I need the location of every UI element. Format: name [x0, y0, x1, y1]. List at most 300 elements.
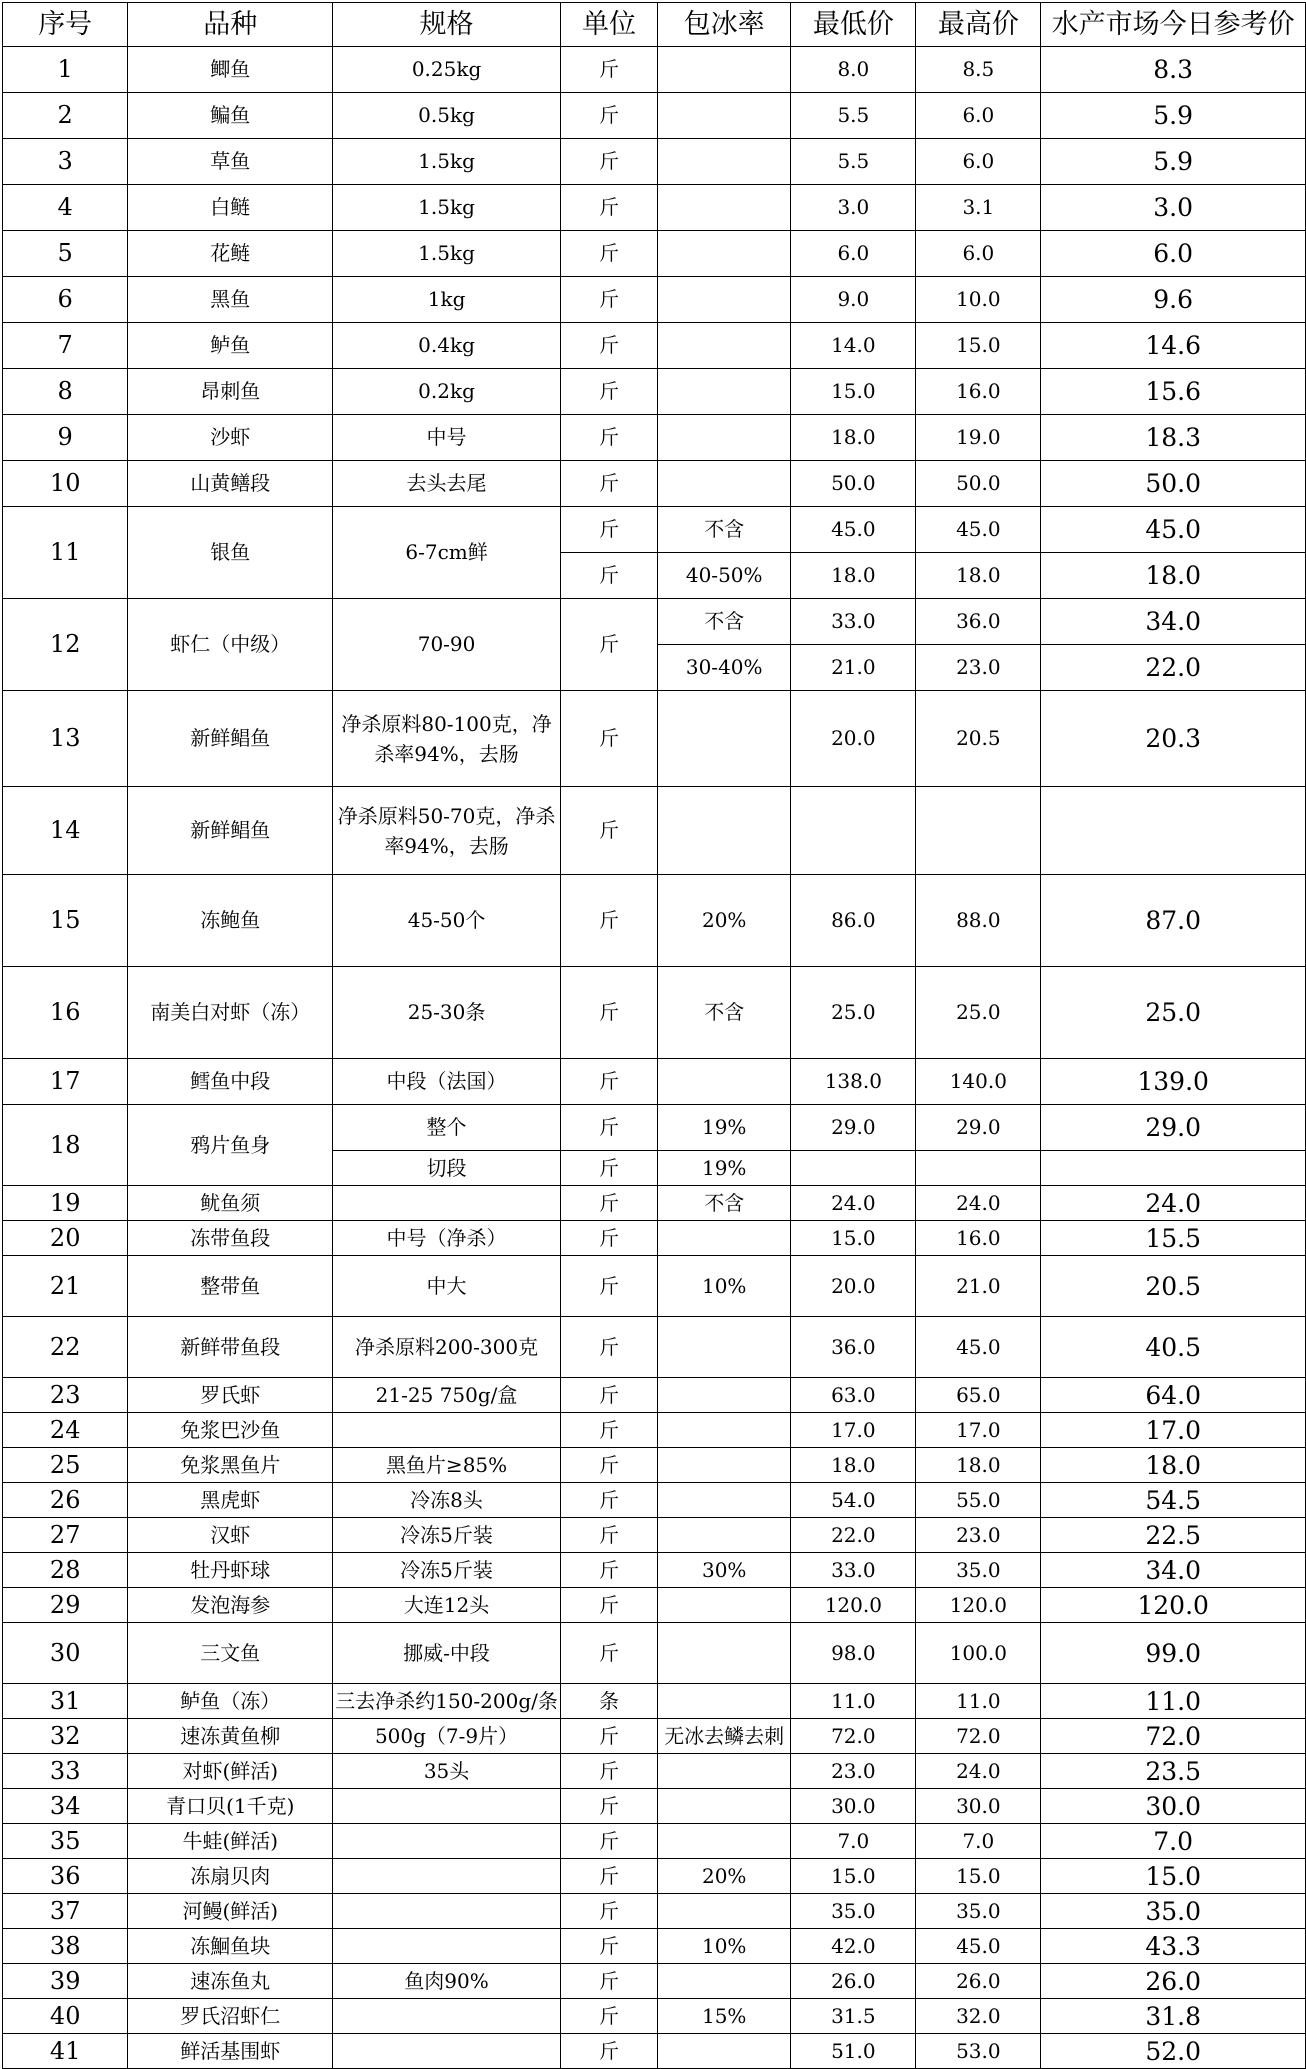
cell-spec: 去头去尾: [333, 461, 561, 507]
cell-spec: 1.5kg: [333, 185, 561, 231]
cell-spec: 黑鱼片≥85%: [333, 1448, 561, 1483]
cell-min: 20.0: [791, 1256, 916, 1317]
cell-name: 鳊鱼: [128, 93, 333, 139]
cell-spec: 挪威-中段: [333, 1623, 561, 1684]
cell-spec: [333, 1999, 561, 2034]
cell-max: 21.0: [916, 1256, 1041, 1317]
cell-spec: [333, 2034, 561, 2069]
cell-ice: 20%: [658, 875, 791, 967]
cell-name: 草鱼: [128, 139, 333, 185]
cell-spec: 35头: [333, 1754, 561, 1789]
cell-ice: 无冰去鳞去刺: [658, 1719, 791, 1754]
cell-ice: [658, 461, 791, 507]
cell-spec: 鱼肉90%: [333, 1964, 561, 1999]
cell-spec: 0.4kg: [333, 323, 561, 369]
cell-unit: 斤: [560, 1256, 657, 1317]
cell-spec: 45-50个: [333, 875, 561, 967]
cell-ice: 不含: [658, 967, 791, 1059]
cell-name: 新鲜鲳鱼: [128, 787, 333, 875]
cell-ice: [658, 1221, 791, 1256]
cell-ice: 30-40%: [658, 645, 791, 691]
cell-ref: 15.6: [1041, 369, 1306, 415]
cell-min: 29.0: [791, 1105, 916, 1151]
cell-min: 15.0: [791, 1859, 916, 1894]
table-row: [3, 323, 1306, 369]
cell-min: 50.0: [791, 461, 916, 507]
cell-max: 3.1: [916, 185, 1041, 231]
cell-ref: 29.0: [1041, 1105, 1306, 1151]
cell-unit: 斤: [560, 1929, 657, 1964]
cell-seq: 19: [3, 1186, 128, 1221]
cell-seq: 25: [3, 1448, 128, 1483]
cell-ref: 18.0: [1041, 553, 1306, 599]
cell-seq: 23: [3, 1378, 128, 1413]
cell-min: 36.0: [791, 1317, 916, 1378]
cell-name: 对虾(鲜活): [128, 1754, 333, 1789]
cell-seq: 34: [3, 1789, 128, 1824]
cell-ref: 64.0: [1041, 1378, 1306, 1413]
table-row: [3, 461, 1306, 507]
cell-seq: 14: [3, 787, 128, 875]
cell-ice: 15%: [658, 1999, 791, 2034]
cell-ref: 20.5: [1041, 1256, 1306, 1317]
cell-ref: 31.8: [1041, 1999, 1306, 2034]
cell-min: 15.0: [791, 1221, 916, 1256]
table-row: [3, 691, 1306, 787]
cell-spec: 中大: [333, 1256, 561, 1317]
cell-seq: 11: [3, 507, 128, 599]
table-row: [3, 1684, 1306, 1719]
cell-max: 100.0: [916, 1623, 1041, 1684]
table-row: [3, 1623, 1306, 1684]
cell-min: 30.0: [791, 1789, 916, 1824]
cell-seq: 35: [3, 1824, 128, 1859]
cell-max: 16.0: [916, 1221, 1041, 1256]
cell-max: 35.0: [916, 1553, 1041, 1588]
cell-seq: 39: [3, 1964, 128, 1999]
cell-max: 19.0: [916, 415, 1041, 461]
cell-ice: 10%: [658, 1256, 791, 1317]
cell-max: 45.0: [916, 1317, 1041, 1378]
cell-name: 河鳗(鲜活): [128, 1894, 333, 1929]
cell-unit: 斤: [560, 139, 657, 185]
cell-spec: 整个: [333, 1105, 561, 1151]
cell-ref: 9.6: [1041, 277, 1306, 323]
cell-ref: 45.0: [1041, 507, 1306, 553]
cell-unit: 斤: [560, 277, 657, 323]
table-row: [3, 1317, 1306, 1378]
cell-min: 18.0: [791, 553, 916, 599]
cell-name: 白鲢: [128, 185, 333, 231]
cell-max: 20.5: [916, 691, 1041, 787]
cell-max: 24.0: [916, 1754, 1041, 1789]
table-row: [3, 415, 1306, 461]
cell-min: 45.0: [791, 507, 916, 553]
cell-ref: 50.0: [1041, 461, 1306, 507]
cell-min: 26.0: [791, 1964, 916, 1999]
cell-unit: 斤: [560, 599, 657, 691]
cell-spec: 中段（法国）: [333, 1059, 561, 1105]
cell-unit: 斤: [560, 1824, 657, 1859]
cell-max: 23.0: [916, 1518, 1041, 1553]
cell-max: 65.0: [916, 1378, 1041, 1413]
cell-min: 6.0: [791, 231, 916, 277]
cell-name: 冻鮰鱼块: [128, 1929, 333, 1964]
cell-spec: [333, 1929, 561, 1964]
cell-seq: 1: [3, 47, 128, 93]
cell-spec: 1.5kg: [333, 231, 561, 277]
cell-unit: 条: [560, 1684, 657, 1719]
table-row: [3, 1448, 1306, 1483]
cell-spec: 大连12头: [333, 1588, 561, 1623]
cell-spec: [333, 1789, 561, 1824]
cell-spec: 0.25kg: [333, 47, 561, 93]
cell-max: 36.0: [916, 599, 1041, 645]
cell-seq: 15: [3, 875, 128, 967]
cell-unit: 斤: [560, 1221, 657, 1256]
cell-min: 17.0: [791, 1413, 916, 1448]
cell-ref: 18.3: [1041, 415, 1306, 461]
cell-ice: [658, 1789, 791, 1824]
cell-seq: 31: [3, 1684, 128, 1719]
cell-unit: 斤: [560, 1378, 657, 1413]
cell-ice: [658, 93, 791, 139]
cell-seq: 40: [3, 1999, 128, 2034]
cell-min: 8.0: [791, 47, 916, 93]
cell-max: 53.0: [916, 2034, 1041, 2069]
cell-seq: 33: [3, 1754, 128, 1789]
cell-unit: 斤: [560, 691, 657, 787]
cell-name: 汉虾: [128, 1518, 333, 1553]
cell-name: 罗氏虾: [128, 1378, 333, 1413]
cell-ref: 120.0: [1041, 1588, 1306, 1623]
cell-unit: 斤: [560, 1588, 657, 1623]
table-row: [3, 1824, 1306, 1859]
table-row: [3, 1588, 1306, 1623]
cell-min: 5.5: [791, 93, 916, 139]
cell-seq: 37: [3, 1894, 128, 1929]
cell-max: 24.0: [916, 1186, 1041, 1221]
price-table: [2, 2, 1306, 2069]
cell-name: 罗氏沼虾仁: [128, 1999, 333, 2034]
cell-ref: 26.0: [1041, 1964, 1306, 1999]
table-row: [3, 967, 1306, 1059]
cell-spec: 三去净杀约150-200g/条: [333, 1684, 561, 1719]
cell-unit: 斤: [560, 1623, 657, 1684]
column-header-spec: 规格: [333, 3, 561, 47]
cell-name: 整带鱼: [128, 1256, 333, 1317]
cell-max: 18.0: [916, 1448, 1041, 1483]
cell-name: 新鲜带鱼段: [128, 1317, 333, 1378]
cell-spec: 冷冻8头: [333, 1483, 561, 1518]
cell-ref: 23.5: [1041, 1754, 1306, 1789]
column-header-max: 最高价: [916, 3, 1041, 47]
cell-min: 63.0: [791, 1378, 916, 1413]
cell-seq: 41: [3, 2034, 128, 2069]
cell-ice: [658, 139, 791, 185]
cell-max: 55.0: [916, 1483, 1041, 1518]
cell-ice: [658, 1413, 791, 1448]
cell-ice: [658, 787, 791, 875]
cell-ref: 99.0: [1041, 1623, 1306, 1684]
cell-unit: 斤: [560, 1999, 657, 2034]
cell-ref: 22.0: [1041, 645, 1306, 691]
cell-max: 18.0: [916, 553, 1041, 599]
cell-ice: [658, 1894, 791, 1929]
cell-ice: [658, 691, 791, 787]
cell-seq: 3: [3, 139, 128, 185]
cell-spec: 0.5kg: [333, 93, 561, 139]
cell-ice: [658, 2034, 791, 2069]
cell-ice: 30%: [658, 1553, 791, 1588]
cell-min: [791, 1151, 916, 1186]
table-row: [3, 1719, 1306, 1754]
cell-min: 3.0: [791, 185, 916, 231]
cell-unit: 斤: [560, 93, 657, 139]
cell-spec: 500g（7-9片）: [333, 1719, 561, 1754]
cell-min: 51.0: [791, 2034, 916, 2069]
cell-spec: 冷冻5斤装: [333, 1553, 561, 1588]
cell-ice: [658, 1964, 791, 1999]
cell-seq: 7: [3, 323, 128, 369]
cell-min: 24.0: [791, 1186, 916, 1221]
cell-name: 银鱼: [128, 507, 333, 599]
cell-max: 29.0: [916, 1105, 1041, 1151]
cell-name: 速冻黄鱼柳: [128, 1719, 333, 1754]
cell-max: 15.0: [916, 1859, 1041, 1894]
cell-unit: 斤: [560, 1553, 657, 1588]
cell-ref: 20.3: [1041, 691, 1306, 787]
cell-max: 88.0: [916, 875, 1041, 967]
cell-unit: 斤: [560, 967, 657, 1059]
cell-name: 三文鱼: [128, 1623, 333, 1684]
cell-ice: [658, 1448, 791, 1483]
table-row: [3, 1059, 1306, 1105]
cell-spec: [333, 1186, 561, 1221]
table-row: [3, 1964, 1306, 1999]
cell-ice: [658, 1684, 791, 1719]
cell-ref: 24.0: [1041, 1186, 1306, 1221]
cell-ice: [658, 231, 791, 277]
cell-max: 6.0: [916, 93, 1041, 139]
cell-unit: 斤: [560, 787, 657, 875]
cell-spec: 1.5kg: [333, 139, 561, 185]
cell-min: 7.0: [791, 1824, 916, 1859]
cell-name: 冻扇贝肉: [128, 1859, 333, 1894]
cell-ref: 43.3: [1041, 1929, 1306, 1964]
table-row: [3, 1413, 1306, 1448]
cell-min: 25.0: [791, 967, 916, 1059]
cell-name: 鲜活基围虾: [128, 2034, 333, 2069]
cell-seq: 30: [3, 1623, 128, 1684]
cell-name: 南美白对虾（冻）: [128, 967, 333, 1059]
cell-max: 50.0: [916, 461, 1041, 507]
cell-min: 72.0: [791, 1719, 916, 1754]
cell-unit: 斤: [560, 1105, 657, 1151]
cell-max: 16.0: [916, 369, 1041, 415]
cell-seq: 29: [3, 1588, 128, 1623]
cell-max: 11.0: [916, 1684, 1041, 1719]
cell-spec: 中号: [333, 415, 561, 461]
cell-ice: [658, 1059, 791, 1105]
table-row: [3, 1186, 1306, 1221]
cell-name: 速冻鱼丸: [128, 1964, 333, 1999]
cell-name: 青口贝(1千克): [128, 1789, 333, 1824]
column-header-ice: 包冰率: [658, 3, 791, 47]
cell-spec: 冷冻5斤装: [333, 1518, 561, 1553]
cell-ref: 35.0: [1041, 1894, 1306, 1929]
cell-seq: 28: [3, 1553, 128, 1588]
cell-seq: 16: [3, 967, 128, 1059]
cell-seq: 32: [3, 1719, 128, 1754]
cell-ice: [658, 1588, 791, 1623]
cell-ice: [658, 369, 791, 415]
cell-seq: 10: [3, 461, 128, 507]
cell-name: 花鲢: [128, 231, 333, 277]
cell-seq: 22: [3, 1317, 128, 1378]
cell-spec: 25-30条: [333, 967, 561, 1059]
table-row: [3, 1483, 1306, 1518]
cell-unit: 斤: [560, 1719, 657, 1754]
cell-ref: 5.9: [1041, 139, 1306, 185]
cell-name: 鱿鱼须: [128, 1186, 333, 1221]
cell-name: 鸦片鱼身: [128, 1105, 333, 1186]
cell-min: 20.0: [791, 691, 916, 787]
cell-spec: 切段: [333, 1151, 561, 1186]
cell-seq: 20: [3, 1221, 128, 1256]
cell-unit: 斤: [560, 2034, 657, 2069]
cell-unit: 斤: [560, 1059, 657, 1105]
cell-max: 8.5: [916, 47, 1041, 93]
header-row: [3, 3, 1306, 47]
cell-max: 7.0: [916, 1824, 1041, 1859]
cell-name: 免浆黑鱼片: [128, 1448, 333, 1483]
cell-seq: 2: [3, 93, 128, 139]
cell-ref: 54.5: [1041, 1483, 1306, 1518]
cell-min: 35.0: [791, 1894, 916, 1929]
cell-ref: 22.5: [1041, 1518, 1306, 1553]
cell-unit: 斤: [560, 1518, 657, 1553]
cell-seq: 21: [3, 1256, 128, 1317]
cell-ice: [658, 1623, 791, 1684]
cell-unit: 斤: [560, 1964, 657, 1999]
cell-unit: 斤: [560, 415, 657, 461]
cell-name: 黑虎虾: [128, 1483, 333, 1518]
cell-ice: [658, 185, 791, 231]
cell-max: 45.0: [916, 1929, 1041, 1964]
table-row: [3, 1754, 1306, 1789]
table-row: [3, 369, 1306, 415]
cell-min: 86.0: [791, 875, 916, 967]
cell-name: 鲫鱼: [128, 47, 333, 93]
cell-min: 5.5: [791, 139, 916, 185]
cell-ice: 40-50%: [658, 553, 791, 599]
cell-max: 17.0: [916, 1413, 1041, 1448]
table-row: [3, 139, 1306, 185]
cell-ice: [658, 277, 791, 323]
cell-min: 33.0: [791, 1553, 916, 1588]
cell-unit: 斤: [560, 875, 657, 967]
cell-unit: 斤: [560, 507, 657, 553]
cell-ice: 不含: [658, 507, 791, 553]
cell-max: [916, 1151, 1041, 1186]
cell-name: 冻带鱼段: [128, 1221, 333, 1256]
cell-min: 11.0: [791, 1684, 916, 1719]
cell-min: 54.0: [791, 1483, 916, 1518]
cell-spec: 21-25 750g/盒: [333, 1378, 561, 1413]
cell-unit: 斤: [560, 1448, 657, 1483]
cell-ice: [658, 1518, 791, 1553]
cell-ref: 18.0: [1041, 1448, 1306, 1483]
column-header-seq: 序号: [3, 3, 128, 47]
cell-seq: 13: [3, 691, 128, 787]
table-row: [3, 93, 1306, 139]
table-row: [3, 1378, 1306, 1413]
cell-max: 26.0: [916, 1964, 1041, 1999]
table-row: [3, 787, 1306, 875]
cell-ref: 11.0: [1041, 1684, 1306, 1719]
cell-max: [916, 787, 1041, 875]
table-row: [3, 599, 1306, 645]
cell-seq: 4: [3, 185, 128, 231]
cell-spec: [333, 1894, 561, 1929]
cell-spec: [333, 1824, 561, 1859]
cell-ref: 8.3: [1041, 47, 1306, 93]
cell-min: 31.5: [791, 1999, 916, 2034]
cell-ref: 34.0: [1041, 1553, 1306, 1588]
cell-ice: 19%: [658, 1151, 791, 1186]
cell-name: 鲈鱼（冻）: [128, 1684, 333, 1719]
cell-max: 35.0: [916, 1894, 1041, 1929]
cell-ice: [658, 1754, 791, 1789]
cell-unit: 斤: [560, 1317, 657, 1378]
column-header-unit: 单位: [560, 3, 657, 47]
cell-ref: 30.0: [1041, 1789, 1306, 1824]
cell-spec: 0.2kg: [333, 369, 561, 415]
table-row: [3, 2034, 1306, 2069]
cell-min: 138.0: [791, 1059, 916, 1105]
cell-name: 昂刺鱼: [128, 369, 333, 415]
cell-ice: [658, 415, 791, 461]
cell-seq: 17: [3, 1059, 128, 1105]
cell-ice: 不含: [658, 599, 791, 645]
cell-spec: 中号（净杀）: [333, 1221, 561, 1256]
cell-min: 18.0: [791, 1448, 916, 1483]
cell-ice: 不含: [658, 1186, 791, 1221]
table-row: [3, 1221, 1306, 1256]
cell-max: 30.0: [916, 1789, 1041, 1824]
table-row: [3, 1929, 1306, 1964]
cell-ref: 14.6: [1041, 323, 1306, 369]
cell-ref: 40.5: [1041, 1317, 1306, 1378]
cell-unit: 斤: [560, 1894, 657, 1929]
column-header-name: 品种: [128, 3, 333, 47]
cell-max: 6.0: [916, 139, 1041, 185]
cell-spec: 净杀原料50-70克，净杀率94%，去肠: [333, 787, 561, 875]
cell-unit: 斤: [560, 231, 657, 277]
cell-ref: 34.0: [1041, 599, 1306, 645]
cell-seq: 26: [3, 1483, 128, 1518]
table-row: [3, 875, 1306, 967]
column-header-min: 最低价: [791, 3, 916, 47]
column-header-ref: 水产市场今日参考价: [1041, 3, 1306, 47]
cell-seq: 9: [3, 415, 128, 461]
table-row: [3, 1105, 1306, 1151]
cell-ref: 87.0: [1041, 875, 1306, 967]
cell-unit: 斤: [560, 1413, 657, 1448]
cell-min: [791, 787, 916, 875]
table-row: [3, 507, 1306, 553]
